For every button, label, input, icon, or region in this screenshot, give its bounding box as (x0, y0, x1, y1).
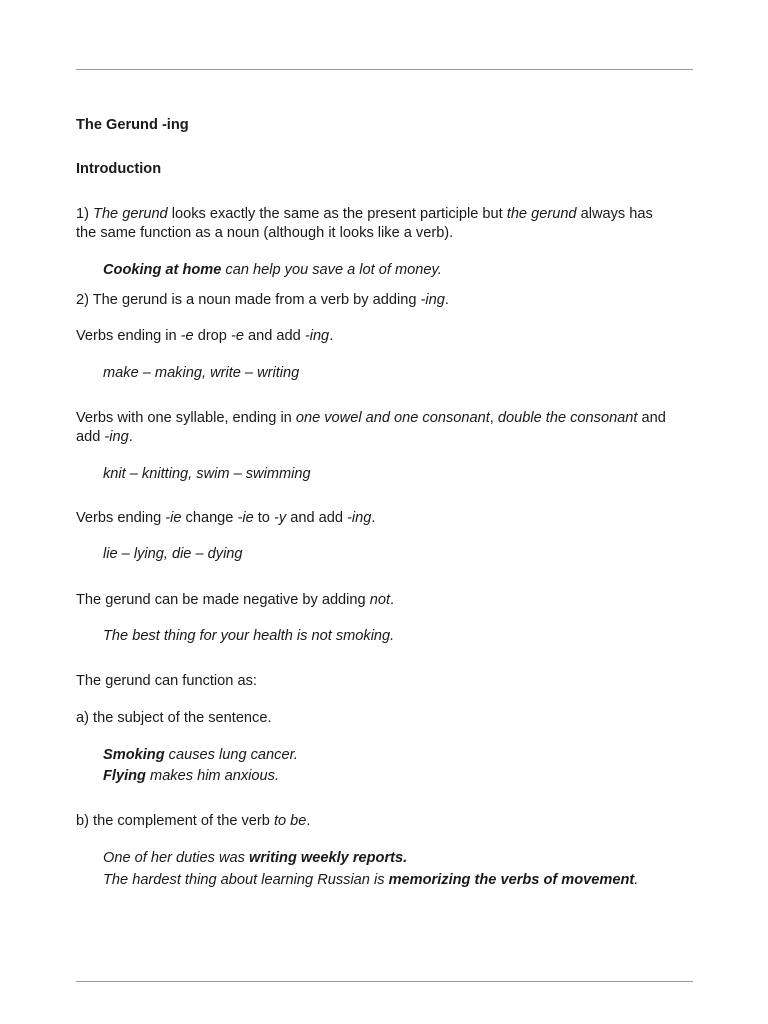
example-rest: can help you save a lot of money. (221, 262, 442, 278)
example-duties (103, 849, 407, 868)
text: . (329, 328, 334, 344)
text: Verbs ending (76, 510, 166, 526)
term: The gerund (93, 206, 168, 222)
text: . (371, 510, 376, 526)
paragraph-6 (76, 591, 394, 610)
paragraph-4-line-2 (76, 428, 133, 447)
suffix: -y (273, 510, 287, 526)
bottom-rule (76, 981, 693, 982)
text: and (637, 410, 666, 426)
text: drop (193, 328, 231, 344)
example-knit-swim: knit – knitting, swim – swimming (103, 466, 311, 482)
example-rest: makes him anxious. (145, 768, 280, 784)
text: . (444, 292, 449, 308)
text: and add (286, 510, 348, 526)
example-flying (103, 767, 279, 786)
paragraph-5 (76, 509, 375, 528)
text: . (128, 429, 133, 445)
suffix: -ie (237, 510, 254, 526)
rule-term: double the consonant (497, 410, 638, 426)
suffix: -ing (104, 429, 129, 445)
suffix: -ing (304, 328, 330, 344)
paragraph-3 (76, 327, 333, 346)
example-rest: The hardest thing about learning Russian is (103, 872, 389, 888)
text: b) the complement of the verb (76, 813, 274, 829)
paragraph-1-line-1 (76, 205, 653, 224)
text: change (181, 510, 238, 526)
text: . (390, 592, 395, 608)
top-rule (76, 69, 693, 70)
text: 2) The gerund is a noun made from a verb by adding (76, 292, 421, 308)
suffix: -e (230, 328, 244, 344)
paragraph-1-line-2: the same function as a noun (although it looks like a verb). (76, 225, 454, 241)
example-gerund: writing weekly reports. (249, 850, 408, 866)
paragraph-8: a) the subject of the sentence. (76, 710, 272, 726)
document-title: The Gerund -ing (76, 117, 189, 133)
suffix: -ing (347, 510, 372, 526)
example-rest: . (634, 872, 639, 888)
example-gerund: memorizing the verbs of movement (388, 872, 635, 888)
example-gerund: Flying (103, 768, 146, 784)
text: to (253, 510, 274, 526)
text: , (489, 410, 498, 426)
text: . (306, 813, 311, 829)
keyword: to be (273, 813, 307, 829)
text: always has (576, 206, 653, 222)
term: the gerund (506, 206, 577, 222)
paragraph-9 (76, 812, 310, 831)
paragraph-7: The gerund can function as: (76, 673, 257, 689)
text: Verbs with one syllable, ending in (76, 410, 296, 426)
text: and add (243, 328, 305, 344)
suffix: -ing (420, 292, 445, 308)
text: add (76, 429, 105, 445)
keyword: not (369, 592, 391, 608)
example-gerund: Smoking (103, 747, 165, 763)
paragraph-4-line-1 (76, 409, 666, 428)
suffix: -e (180, 328, 194, 344)
example-rest: causes lung cancer. (164, 747, 298, 763)
section-heading: Introduction (76, 161, 162, 177)
text: The gerund can be made negative by adding (76, 592, 370, 608)
example-gerund: Cooking at home (103, 262, 222, 278)
suffix: -ie (165, 510, 182, 526)
text: 1) (76, 206, 94, 222)
paragraph-2 (76, 291, 449, 310)
example-make-write: make – making, write – writing (103, 365, 300, 381)
example-rest: One of her duties was (103, 850, 250, 866)
text: Verbs ending in (76, 328, 181, 344)
example-smoking (103, 746, 298, 765)
example-lie-die: lie – lying, die – dying (103, 546, 243, 562)
text: looks exactly the same as the present participle but (167, 206, 507, 222)
example-cooking (103, 261, 442, 280)
rule-term: one vowel and one consonant (295, 410, 490, 426)
example-not-smoking: The best thing for your health is not smoking. (103, 628, 395, 644)
example-russian (103, 871, 638, 890)
